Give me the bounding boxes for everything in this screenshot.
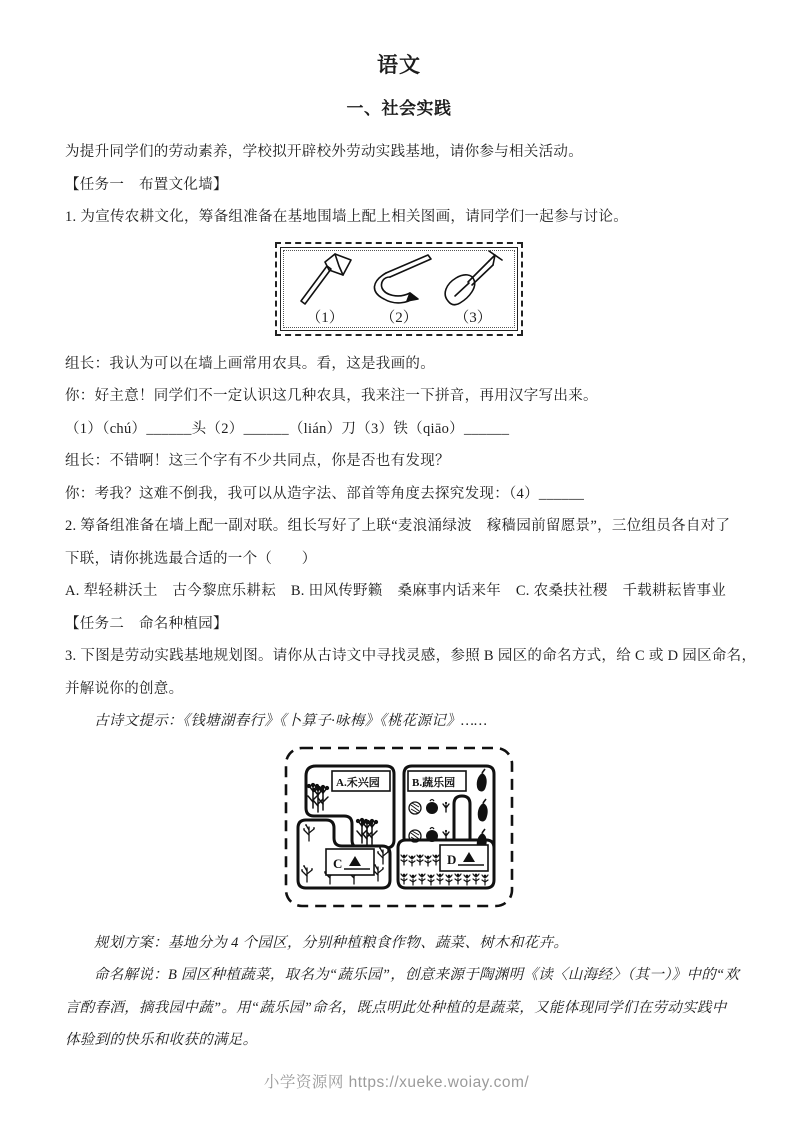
zone-b-label: B.蔬乐园 [412,776,456,789]
question-2-line-2: 下联，请你挑选最合适的一个（ ） [65,550,317,567]
sickle-icon [362,249,436,307]
section-heading: 一、社会实践 [346,99,452,118]
tool-shovel [441,249,505,328]
naming-explain-line-3: 体验到的快乐和收获的满足。 [65,1032,258,1048]
farm-tools-inner-frame [280,247,518,331]
base-plan-map-figure [282,744,516,915]
tool-sickle [362,249,436,328]
task1-heading: 【任务一 布置文化墙】 [65,176,228,193]
shovel-icon [441,249,505,307]
intro-text: 为提升同学们的劳动素养，学校拟开辟校外劳动实践基地，请你参与相关活动。 [65,144,583,160]
plan-scheme-line: 规划方案：基地分为 4 个园区，分别种植粮食作物、蔬菜、树木和花卉。 [94,934,569,951]
dialog-leader-line-1: 组长：我认为可以在墙上画常用农具。看，这是我画的。 [65,355,435,372]
question-2-line-1: 2. 筹备组准备在墙上配一副对联。组长写好了上联“麦浪涌绿波 稼穑园前留愿景”，三位组员各自对了 [65,518,731,534]
page-title: 语文 [377,53,421,77]
tool-label-1: （1） [306,309,344,326]
pinyin-fill-blanks-line: （1）（chú）______头（2）______（lián）刀（3）铁（qiāo）______ [65,420,510,437]
zone-c-label: C [333,855,343,871]
site-watermark: 小学资源网 https://xueke.woiay.com/ [263,1074,530,1091]
base-plan-map [282,744,516,910]
ancient-poem-hint: 古诗文提示：《钱塘湖春行》《卜算子·咏梅》《桃花源记》…… [94,713,488,729]
task2-heading: 【任务二 命名种植园】 [65,615,228,632]
hoe-icon [293,249,357,307]
question-3-line-1: 3. 下图是劳动实践基地规划图。请你从古诗文中寻找灵感，参照 B 园区的命名方式，给 C 或 D 园区命名， [65,648,757,664]
zone-a-label: A.禾兴园 [336,776,380,789]
tool-hoe [293,249,357,328]
dialog-leader-line-2: 组长：不错啊！这三个字有不少共同点，你是否也有发现？ [65,453,450,469]
question-2-options: A. 犁轻耕沃土 古今黎庶乐耕耘 B. 田风传野籁 桑麻事内话来年 C. 农桑扶社稷 千载耕耘皆事业 [65,583,727,599]
zone-d-label: D [447,851,457,867]
tool-label-3: （3） [454,309,492,326]
question-1: 1. 为宣传农耕文化，筹备组准备在基地围墙上配上相关图画，请同学们一起参与讨论。 [65,209,628,225]
dialog-you-line-1: 你：好主意！同学们不一定认识这几种农具，我来注一下拼音，再用汉字写出来。 [65,388,598,404]
question-3-line-2: 并解说你的创意。 [65,680,184,697]
farm-tools-figure [275,242,523,336]
naming-explain-line-2: 言酌春酒，摘我园中蔬”。用“蔬乐园”命名，既点明此处种植的是蔬菜，又能体现同学们在劳动实践中 [65,999,727,1016]
tool-label-2: （2） [380,309,418,326]
naming-explain-line-1: 命名解说：B 园区种植蔬菜，取名为“蔬乐园”，创意来源于陶渊明《读〈山海经〉（其一）》中的“欢 [94,967,740,983]
dialog-you-line-2: 你：考我？这难不倒我，我可以从造字法、部首等角度去探究发现：（4）______ [65,485,585,502]
